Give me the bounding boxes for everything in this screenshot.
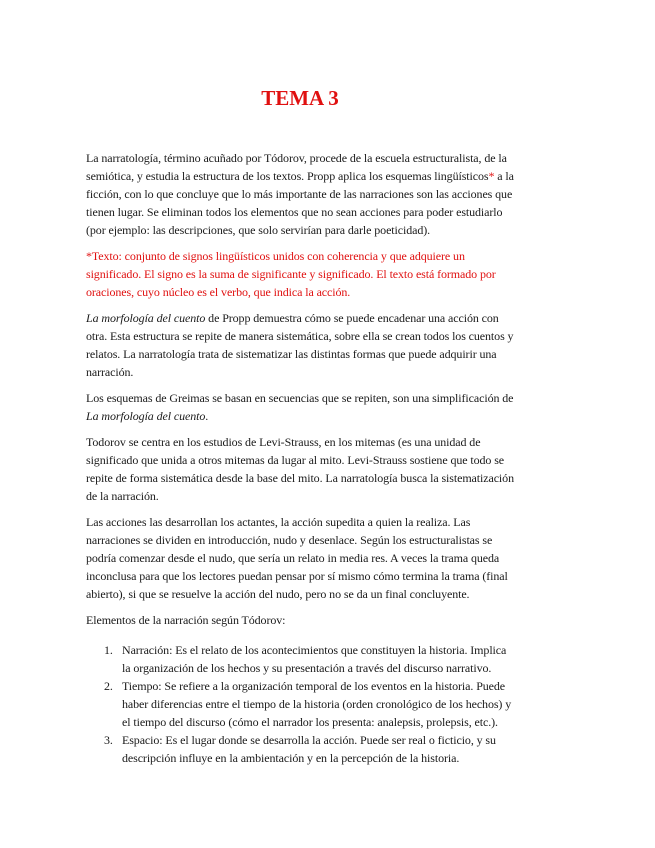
list-item-number: 1.	[104, 643, 113, 657]
page-title: TEMA 3	[261, 86, 339, 110]
list-item-text: Tiempo: Se refiere a la organización temporal de los eventos en la historia. Puede haber diferencias entre el tiempo de la historia (orden cronológico de los hechos) y el tiempo del discurso (cómo el narrador los presenta: analepsis, prolepsis, etc.).	[122, 679, 512, 729]
document-body	[86, 149, 516, 767]
paragraph-narratology-end: a la ficción, con lo que concluye que lo más importante de las narraciones son las acciones que tienen lugar. Se eliminan todos los elementos que no sean acciones para poder estudiarlo (por ejemplo: las descripciones, que solo servirían para darle poeticidad).	[86, 169, 514, 237]
list-item-number: 3.	[104, 733, 113, 747]
list-item	[104, 677, 516, 731]
list-item	[104, 731, 516, 767]
elements-list	[86, 641, 516, 767]
paragraph-propp	[86, 309, 516, 381]
paragraph-propp-text: de Propp demuestra cómo se puede encadenar una acción con otra. Esta estructura se repite de manera sistemática, sobre ella se crean todos los cuentos y relatos. La narratología trata de sistematizar las distintas formas que puede adquirir una narración.	[86, 311, 514, 379]
paragraph-greimas-end: .	[205, 409, 209, 423]
footnote-asterisk: *	[488, 169, 495, 183]
book-title-italic: La morfología del cuento	[86, 311, 206, 325]
paragraph-narratology-start: La narratología, término acuñado por Tódorov, procede de la escuela estructuralista, de la semiótica, y estudia la estructura de los textos. Propp aplica los esquemas lingüísticos	[86, 151, 507, 183]
list-item-number: 2.	[104, 679, 113, 693]
list-item-text: Narración: Es el relato de los acontecimientos que constituyen la historia. Implica la organización de los hechos y su presentación a través del discurso narrativo.	[122, 643, 507, 675]
paragraph-narratology	[86, 149, 516, 239]
text-definition-note: *Texto: conjunto de signos lingüísticos unidos con coherencia y que adquiere un significado. El signo es la suma de significante y significado. El texto está formado por oraciones, cuyo núcleo es el verbo, que indica la acción.	[86, 249, 496, 299]
list-heading: Elementos de la narración según Tódorov:	[86, 613, 286, 627]
list-item-text: Espacio: Es el lugar donde se desarrolla la acción. Puede ser real o ficticio, y su descripción influye en la ambientación y en la percepción de la historia.	[122, 733, 496, 765]
paragraph-greimas	[86, 389, 516, 425]
paragraph-todorov: Todorov se centra en los estudios de Levi-Strauss, en los mitemas (es una unidad de significado que unida a otros mitemas da lugar al mito. Levi-Strauss sostiene que todo se repite de forma sistemática desde la base del mito. La narratología busca la sistematización de la narración.	[86, 435, 514, 503]
paragraph-greimas-start: Los esquemas de Greimas se basan en secuencias que se repiten, son una simplificación de	[86, 391, 514, 405]
book-title-italic-2: La morfología del cuento	[86, 409, 206, 423]
paragraph-actions: Las acciones las desarrollan los actantes, la acción supedita a quien la realiza. Las narraciones se dividen en introducción, nudo y desenlace. Según los estructuralistas se podría comenzar desde el nudo, que sería un relato in media res. A veces la trama queda inconclusa para que los lectores puedan pensar por sí mismo cómo termina la trama (final abierto), si que se resuelve la acción del nudo, pero no se da un final concluyente.	[86, 515, 508, 601]
list-item	[104, 641, 516, 677]
